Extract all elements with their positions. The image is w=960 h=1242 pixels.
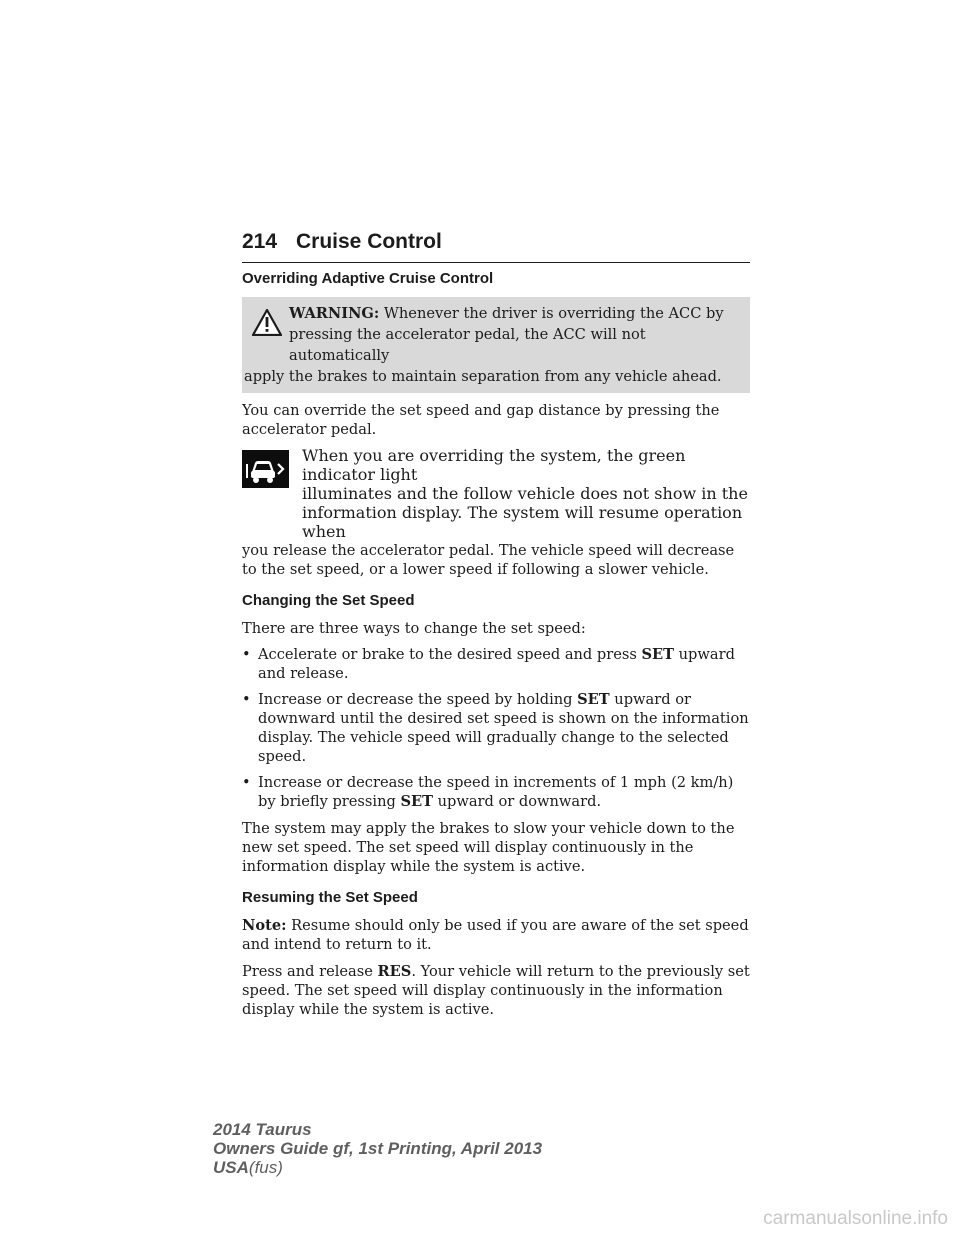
- list-item-text: Increase or decrease the speed in increments of 1 mph (2 km/h) by briefly pressing: [258, 774, 734, 810]
- resume-text: . Your vehicle will return to the previously set speed. The set speed will display continuously in the information display while the system is active.: [242, 963, 750, 1018]
- warning-triangle-icon: [252, 309, 282, 336]
- footer-region: USA: [213, 1158, 249, 1177]
- set-label: SET: [641, 646, 675, 663]
- set-label: SET: [577, 691, 610, 708]
- warning-line-1: [244, 303, 742, 324]
- warning-box: [242, 297, 750, 393]
- warning-label: WARNING:: [289, 305, 380, 322]
- warning-line-3: apply the brakes to maintain separation from any vehicle ahead.: [244, 368, 722, 385]
- bullet: •: [242, 774, 251, 791]
- override-paragraph: You can override the set speed and gap distance by pressing the accelerator pedal.: [242, 402, 720, 438]
- list-item-text: upward or downward.: [432, 793, 602, 810]
- warning-line-2: pressing the accelerator pedal, the ACC will not automatically: [289, 326, 646, 364]
- note-label: Note:: [242, 917, 287, 934]
- bullet: •: [242, 646, 251, 663]
- indicator-block: [242, 446, 750, 579]
- indicator-continuation: you release the accelerator pedal. The vehicle speed will decrease to the set speed, or a lower speed if following a slower vehicle.: [242, 542, 735, 578]
- list-item: [242, 690, 750, 766]
- footer-line-3: [213, 1158, 542, 1177]
- chapter-title: Cruise Control: [296, 230, 442, 253]
- section-title-changing: Changing the Set Speed: [242, 592, 415, 609]
- indicator-line-3: information display. The system will resume operation when: [302, 503, 743, 541]
- page-number: 214: [242, 230, 278, 253]
- footer-line-1: 2014 Taurus: [213, 1120, 312, 1139]
- bullet: •: [242, 691, 251, 708]
- page-header: [242, 226, 750, 263]
- note-text: Resume should only be used if you are aware of the set speed and intend to return to it.: [242, 917, 749, 953]
- list-item-text: Increase or decrease the speed by holding: [258, 691, 578, 708]
- section-title-resuming: Resuming the Set Speed: [242, 889, 418, 906]
- resume-paragraph: [242, 962, 750, 1019]
- manual-page: [242, 226, 750, 1019]
- note-paragraph: [242, 916, 750, 954]
- adaptive-cruise-indicator-icon: [242, 450, 289, 488]
- resume-text: Press and release: [242, 963, 378, 980]
- changing-intro: There are three ways to change the set speed:: [242, 620, 586, 637]
- indicator-line-1: When you are overriding the system, the green indicator light: [302, 446, 686, 484]
- set-label: SET: [400, 793, 433, 810]
- section-title-overriding: Overriding Adaptive Cruise Control: [242, 270, 494, 287]
- list-item-text: upward and release.: [258, 646, 735, 682]
- footer-line-2: Owners Guide gf, 1st Printing, April 2013: [213, 1139, 543, 1158]
- list-item: [242, 645, 750, 683]
- set-speed-list: [242, 645, 750, 811]
- list-item-text: Accelerate or brake to the desired speed and press: [258, 646, 642, 663]
- warning-text-1: Whenever the driver is overriding the ACC by: [383, 305, 724, 322]
- list-item-text: upward or downward until the desired set speed is shown on the information display. The vehicle speed will gradually change to the selected speed.: [258, 691, 749, 765]
- watermark: carmanualsonline.info: [763, 1208, 948, 1229]
- footer-code: (fus): [248, 1158, 283, 1177]
- res-label: RES: [377, 963, 412, 980]
- brake-paragraph: The system may apply the brakes to slow your vehicle down to the new set speed. The set speed will display continuously in the information display while the system is active.: [242, 820, 735, 875]
- page-footer: [213, 1120, 542, 1177]
- list-item: [242, 773, 750, 811]
- indicator-line-2: illuminates and the follow vehicle does not show in the: [302, 484, 748, 503]
